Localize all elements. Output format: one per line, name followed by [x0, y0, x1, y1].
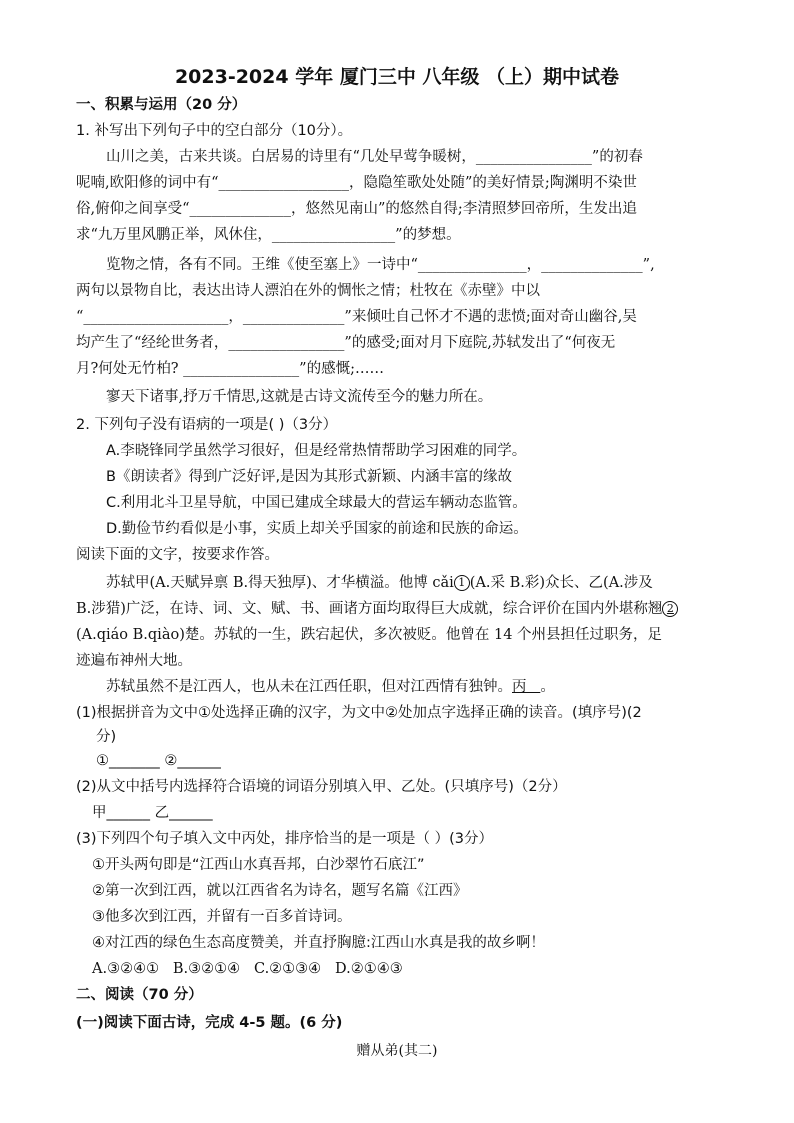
circle-marker-2: 2 [662, 601, 678, 617]
passage-line: 迹遍布神州大地。 [76, 653, 192, 669]
section-heading-1: 一、积累与运用（20 分） [76, 97, 247, 113]
q2-option-b: B《朗读者》得到广泛好评,是因为其形式新颖、内涵丰富的缘故 [106, 469, 513, 485]
reading-instruction: 阅读下面的文字，按要求作答。 [76, 547, 279, 563]
q2-option-c: C.利用北斗卫星导航，中国已建成全球最大的营运车辆动态监管。 [106, 495, 527, 511]
choice-a: A.③②④① [92, 961, 160, 977]
section-heading-2: 二、阅读（70 分） [76, 987, 203, 1003]
sub-question-2-blanks: 甲______ 乙______ [92, 805, 213, 821]
page-title: 2023-2024 学年 厦门三中 八年级 （上）期中试卷 [174, 66, 620, 88]
choice-d: D.②①④③ [335, 961, 403, 977]
question-2-stem: 2. 下列句子没有语病的一项是( )（3分） [76, 417, 338, 433]
sentence-item: ③他多次到江西，并留有一百多首诗词。 [92, 909, 352, 925]
q1-paragraph-line: 览物之情，各有不同。王维《使至塞上》一诗中“_______________，______________”, [106, 257, 655, 273]
choice-b: B.③②①④ [172, 961, 241, 977]
answer-choices [92, 958, 403, 980]
sub-question-1-blanks: ①_______ ②______ [96, 753, 221, 769]
q1-paragraph-line: 呢喃,欧阳修的词中有“__________________，隐隐笙歌处处随”的美好情景;陶渊明不染世 [76, 175, 637, 191]
sub-question-2: (2)从文中括号内选择符合语境的词语分别填入甲、乙处。(只填序号)（2分） [76, 779, 567, 795]
sentence-item: ①开头两句即是“江西山水真吾邦，白沙翠竹石底江” [92, 857, 425, 873]
q1-paragraph-line: 月?何处无竹柏? ________________”的感慨;…… [76, 361, 384, 377]
sub-question-1-cont: 分) [96, 729, 117, 745]
sub-question-1: (1)根据拼音为文中①处选择正确的汉字，为文中②处加点字选择正确的读音。(填序号)(2 [76, 705, 642, 721]
q1-paragraph-line: 求“九万里风鹏正举，风休住，_________________”的梦想。 [76, 227, 461, 243]
q1-paragraph-line: 两句以景物自比，表达出诗人漂泊在外的惆怅之情；杜牧在《赤壁》中以 [76, 283, 540, 299]
q2-option-d: D.勤俭节约看似是小事，实质上却关乎国家的前途和民族的命运。 [106, 521, 528, 537]
passage-line: B.涉猎)广泛，在诗、词、文、赋、书、画诸方面均取得巨大成就，综合评价在国内外堪称翘 2 [76, 598, 678, 620]
q2-option-a: A.李晓锋同学虽然学习很好，但是经常热情帮助学习困难的同学。 [106, 443, 527, 459]
q1-paragraph-line: 俗,俯仰之间享受“______________，悠然见南山”的悠然自得;李清照梦回帝所，生发出追 [76, 201, 637, 217]
sub-question-3: (3)下列四个句子填入文中丙处，排序恰当的是一项是（ ）(3分） [76, 831, 494, 847]
passage-line: 苏轼虽然不是江西人，也从未在江西任职，但对江西情有独钟。丙 。 [106, 679, 555, 695]
q1-paragraph-line: 山川之美，古来共谈。白居易的诗里有“几处早莺争暖树，________________”的初春 [106, 149, 643, 165]
sentence-item: ④对江西的绿色生态高度赞美，并直抒胸臆:江西山水真是我的故乡啊！ [92, 935, 545, 951]
q1-paragraph-line: 均产生了“经纶世务者，________________”的感受;面对月下庭院,苏轼发出了“何夜无 [76, 335, 616, 351]
q1-closing-line: 寥天下诸事,抒万千情思,这就是古诗文流传至今的魅力所在。 [106, 389, 493, 405]
poem-title: 赠从弟(其二) [356, 1043, 438, 1059]
circle-marker-1: 1 [454, 575, 470, 591]
section-2-subheading: (一)阅读下面古诗，完成 4-5 题。(6 分) [76, 1015, 343, 1031]
question-1-stem: 1. 补写出下列句子中的空白部分（10分）。 [76, 123, 353, 139]
choice-c: C.②①③④ [254, 961, 322, 977]
passage-line: 苏轼甲(A.天赋异禀 B.得天独厚)、才华横溢。他博 cǎi 1 (A.采 B.彩)众长、乙(A.涉及 [106, 575, 653, 591]
blank-bing: 丙 [512, 679, 527, 695]
passage-line: (A.qiáo B.qiào)楚。苏轼的一生，跌宕起伏，多次被贬。他曾在 14 个州县担任过职务，足 [76, 627, 663, 643]
q1-paragraph-line: “____________________，______________”来倾吐自己怀才不遇的悲愤;面对奇山幽谷,吴 [76, 309, 637, 325]
sentence-item: ②第一次到江西，就以江西省名为诗名，题写名篇《江西》 [92, 883, 468, 899]
